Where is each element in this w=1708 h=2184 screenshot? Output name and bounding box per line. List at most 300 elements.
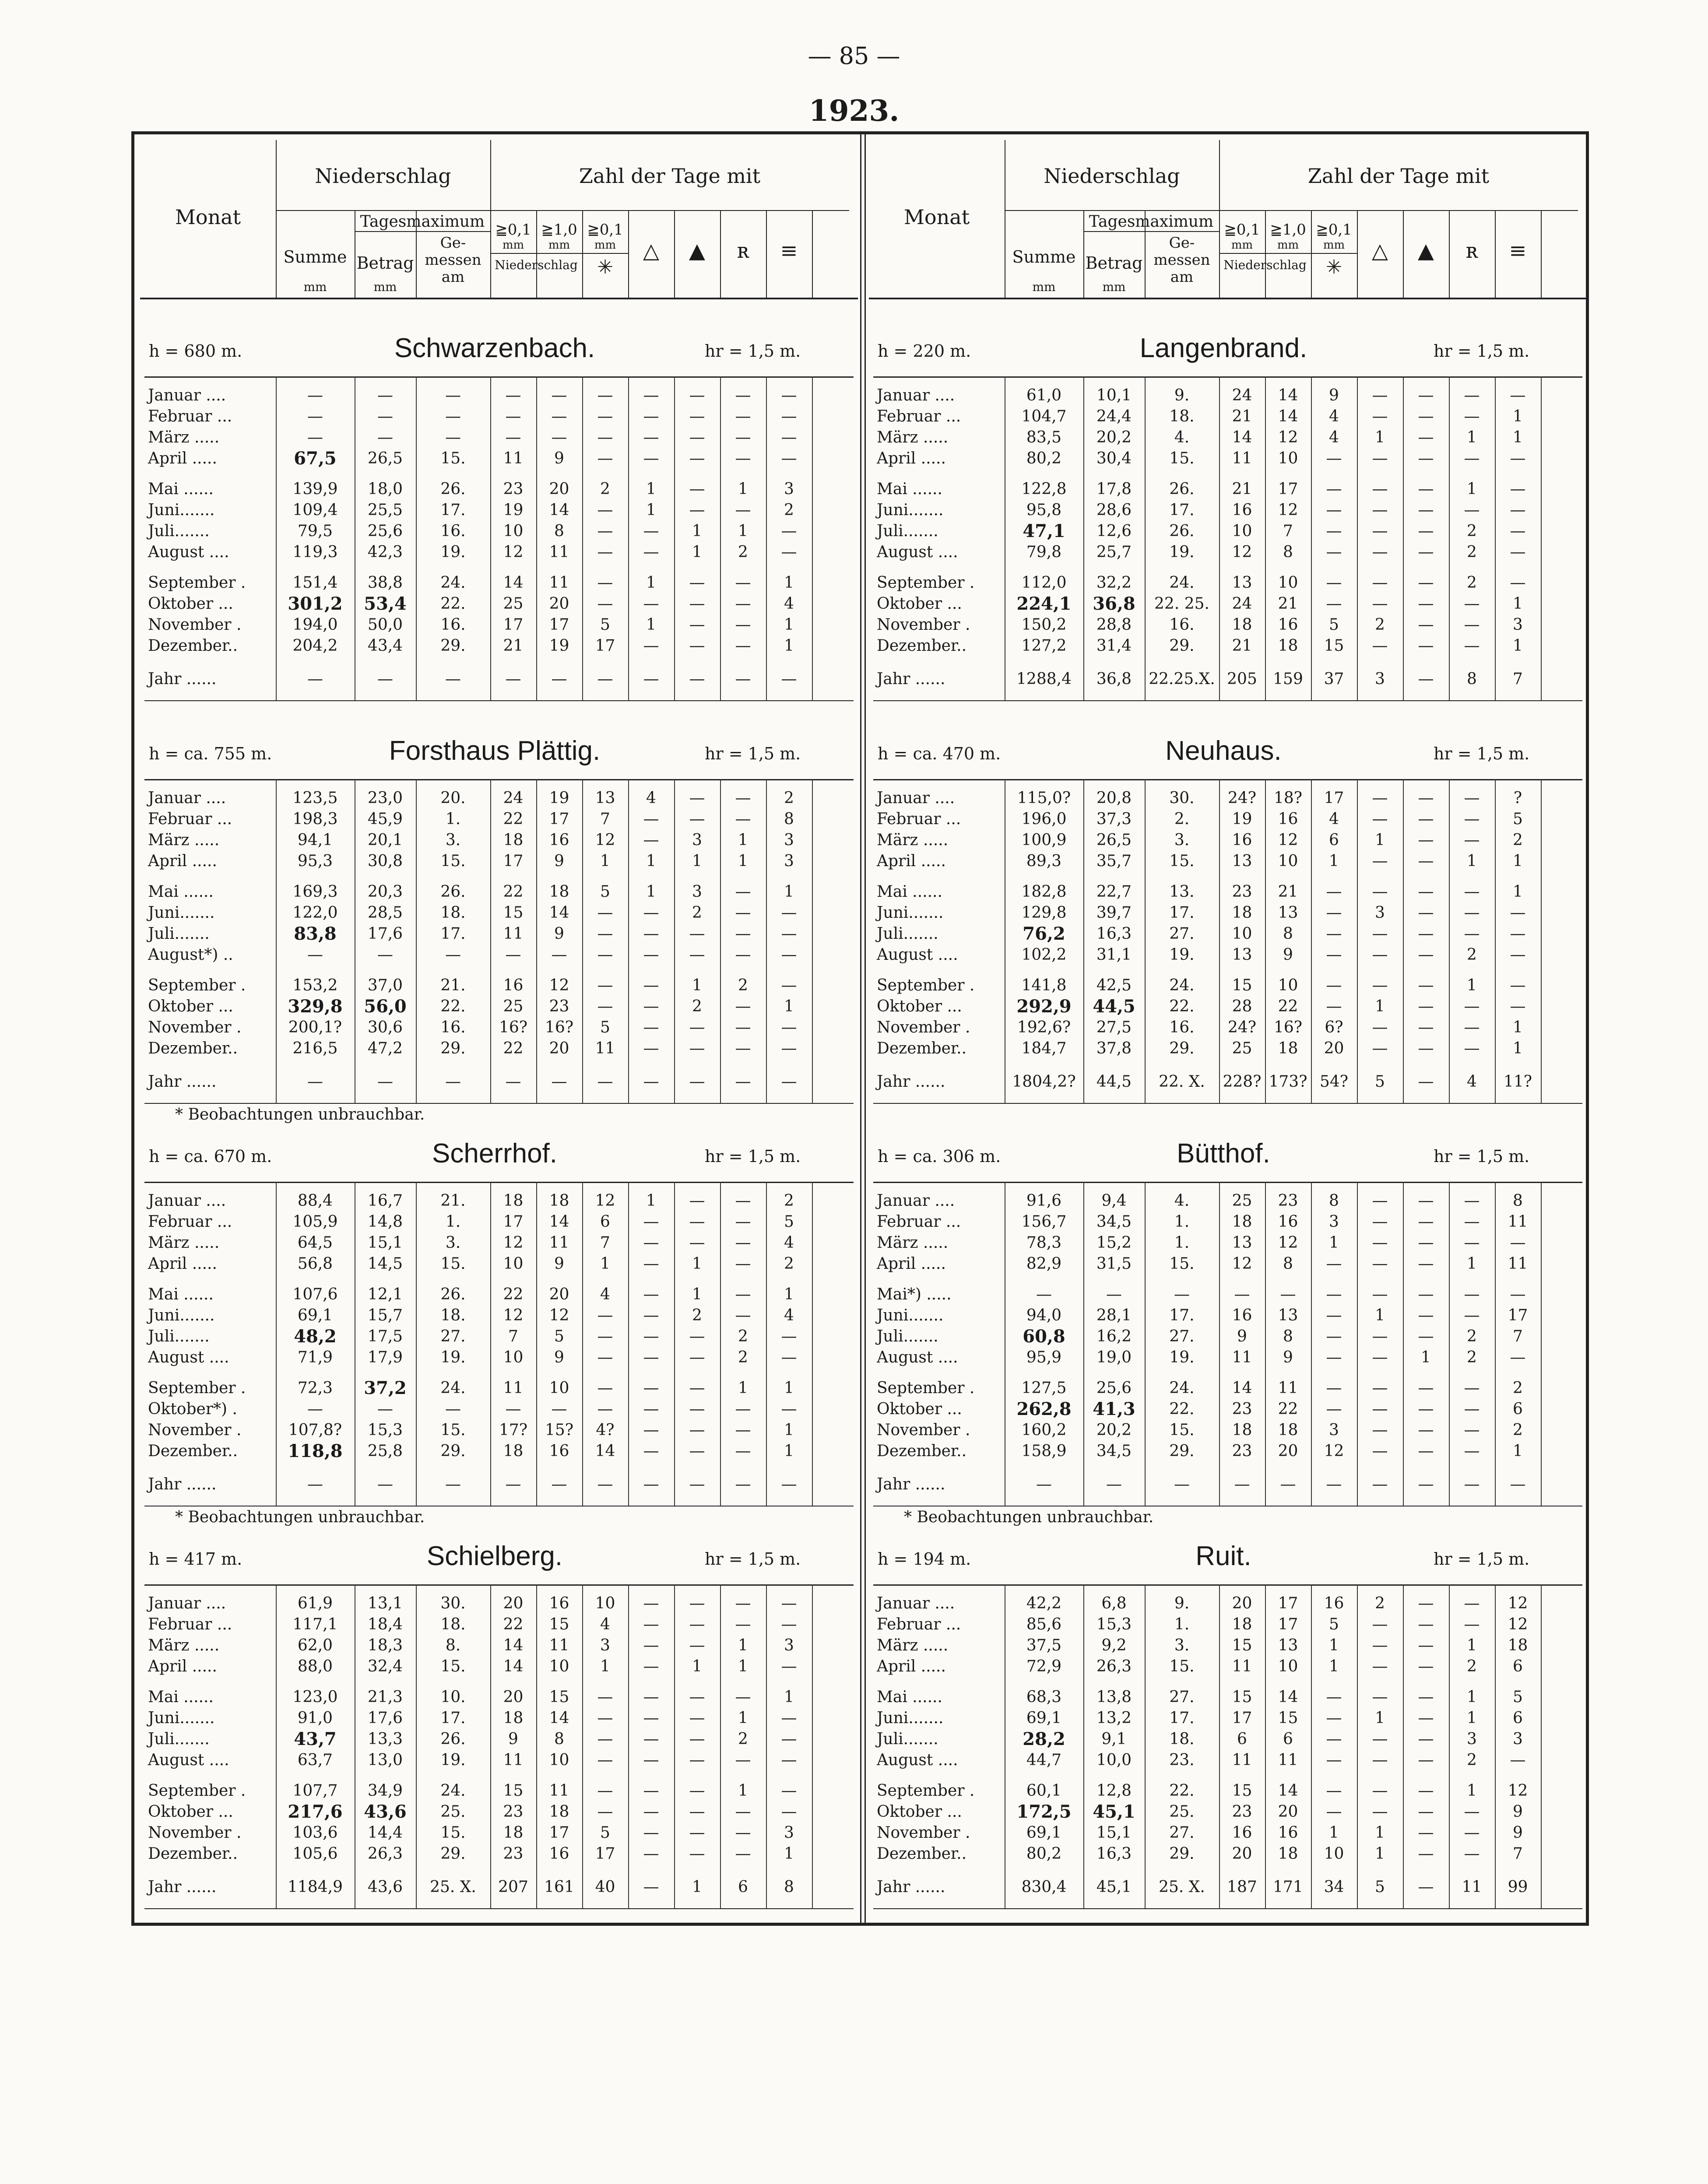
table-cell: — <box>1418 1192 1434 1210</box>
table-cell: — <box>643 831 659 849</box>
table-cell: — <box>597 522 613 540</box>
table-cell: 9 <box>554 852 564 870</box>
table-cell: 156,7 <box>1021 1213 1067 1231</box>
table-cell: 17 <box>595 637 615 655</box>
zahl-der-tage-header: Zahl der Tage mit <box>579 164 761 188</box>
table-cell: 16 <box>549 1594 569 1612</box>
table-cell: 207 <box>498 1878 528 1896</box>
table-cell: — <box>1372 1803 1388 1821</box>
table-cell: — <box>1418 976 1434 994</box>
table-cell: — <box>1106 1475 1122 1493</box>
table-cell: 43,6 <box>364 1801 407 1822</box>
table-cell: 1. <box>1174 1234 1190 1252</box>
table-cell: 127,2 <box>1021 637 1067 655</box>
table-cell: — <box>735 1594 751 1612</box>
table-cell: 60,8 <box>1023 1326 1065 1347</box>
table-cell: 12 <box>595 1192 615 1210</box>
table-cell: — <box>643 449 659 467</box>
table-cell: 26. <box>440 480 466 498</box>
table-cell: — <box>1418 883 1434 901</box>
table-cell: 19 <box>549 637 569 655</box>
month-label: Oktober ... <box>877 595 962 613</box>
table-cell: 24 <box>1232 595 1252 613</box>
table-cell: — <box>735 1442 751 1460</box>
betrag-header: Betrag <box>356 253 414 273</box>
table-cell: ? <box>1513 789 1522 807</box>
table-cell: 1 <box>1467 1782 1477 1800</box>
table-cell: 21 <box>1232 637 1252 655</box>
month-label: August .... <box>877 1348 958 1366</box>
niederschlag-header: Niederschlag <box>1044 164 1180 188</box>
table-cell: 1 <box>1375 1824 1385 1842</box>
table-cell: — <box>643 386 659 404</box>
table-cell: 127,5 <box>1021 1379 1067 1397</box>
table-cell: — <box>1418 595 1434 613</box>
table-cell: — <box>1372 1615 1388 1633</box>
summe-unit: mm <box>1032 280 1056 294</box>
table-cell: 10 <box>1324 1845 1344 1863</box>
thunder-icon: ʀ <box>737 239 749 263</box>
table-cell: 20 <box>1278 1803 1298 1821</box>
table-cell: — <box>1326 1327 1342 1345</box>
month-label: April ..... <box>877 449 946 467</box>
station-altitude: h = ca. 470 m. <box>878 744 1001 763</box>
month-label: Oktober ... <box>877 997 962 1015</box>
center-divider-double <box>865 134 866 1923</box>
table-cell: — <box>735 1255 751 1273</box>
table-row <box>869 788 1587 809</box>
table-cell: 18 <box>1232 1421 1252 1439</box>
station-block <box>140 718 858 1124</box>
table-cell: 69,1 <box>1026 1824 1062 1842</box>
table-cell: 1 <box>1375 1845 1385 1863</box>
table-cell: 30. <box>1169 789 1195 807</box>
table-cell: — <box>781 976 797 994</box>
table-cell: 13 <box>1232 946 1252 964</box>
table-row <box>869 427 1587 448</box>
table-row <box>869 1071 1587 1092</box>
table-cell: 14 <box>503 1657 524 1675</box>
table-row <box>869 1211 1587 1232</box>
table-cell: — <box>1510 501 1526 519</box>
table-cell: — <box>1510 946 1526 964</box>
table-row <box>140 1877 858 1898</box>
table-row <box>869 1254 1587 1275</box>
table-cell: 45,1 <box>1096 1878 1132 1896</box>
table-cell: — <box>689 501 705 519</box>
table-cell: — <box>643 1636 659 1654</box>
month-label: Jahr ...... <box>877 1475 945 1493</box>
table-row <box>140 521 858 542</box>
table-cell: 26,5 <box>367 449 403 467</box>
table-cell: — <box>1372 637 1388 655</box>
table-cell: 5 <box>600 1018 610 1036</box>
table-cell: 1 <box>1467 1636 1477 1654</box>
table-cell: 16 <box>549 1442 569 1460</box>
table-cell: — <box>505 386 521 404</box>
table-cell: — <box>1418 449 1434 467</box>
table-cell: — <box>1174 1475 1190 1493</box>
table-cell: — <box>1372 574 1388 592</box>
table-cell: 25,6 <box>1096 1379 1132 1397</box>
table-cell: 26. <box>440 1730 466 1748</box>
table-cell: 29. <box>440 1442 466 1460</box>
table-cell: — <box>643 670 659 688</box>
table-cell: — <box>1326 449 1342 467</box>
table-cell: — <box>597 428 613 446</box>
table-cell: 67,5 <box>294 448 337 469</box>
table-cell: 1. <box>445 1213 461 1231</box>
table-cell: — <box>689 1730 705 1748</box>
table-cell: 47,2 <box>367 1039 403 1057</box>
station-name: Schielberg. <box>426 1541 563 1571</box>
table-cell: 17,6 <box>367 925 403 943</box>
table-cell: — <box>1418 501 1434 519</box>
table-cell: 25,6 <box>367 522 403 540</box>
table-cell: 25,8 <box>367 1442 403 1460</box>
table-cell: 2 <box>692 1306 702 1324</box>
table-cell: 1 <box>1329 1824 1339 1842</box>
table-row <box>140 1399 858 1420</box>
table-cell: 54? <box>1319 1073 1349 1091</box>
table-cell: 13,2 <box>1096 1709 1132 1727</box>
table-cell: 22 <box>1278 1400 1298 1418</box>
table-cell: 17 <box>549 1824 569 1842</box>
table-cell: 6 <box>600 1213 610 1231</box>
table-cell: 13 <box>1232 1234 1252 1252</box>
table-cell: 18 <box>503 1824 524 1842</box>
table-cell: — <box>689 637 705 655</box>
table-cell: — <box>1510 449 1526 467</box>
table-cell: — <box>1464 407 1480 425</box>
month-label: Juli....... <box>877 1327 938 1345</box>
niederschlag-small: Niederschlag <box>495 258 578 272</box>
table-cell: 3 <box>784 1636 794 1654</box>
table-cell: — <box>781 1803 797 1821</box>
table-cell: — <box>689 1039 705 1057</box>
table-cell: 2 <box>784 1192 794 1210</box>
month-label: August .... <box>877 1751 958 1769</box>
table-cell: 123,0 <box>292 1688 338 1706</box>
table-cell: 216,5 <box>292 1039 338 1057</box>
table-cell: 29. <box>440 1845 466 1863</box>
table-cell: 14,5 <box>367 1255 403 1273</box>
month-label: September . <box>148 1379 246 1397</box>
table-cell: 8 <box>784 810 794 828</box>
table-cell: 200,1? <box>288 1018 342 1036</box>
month-label: Oktober ... <box>148 1803 233 1821</box>
table-cell: 20 <box>503 1688 524 1706</box>
table-row <box>869 1801 1587 1822</box>
table-cell: — <box>1418 1213 1434 1231</box>
table-cell: 15 <box>1232 1782 1252 1800</box>
month-label: Februar ... <box>148 810 232 828</box>
table-row <box>869 1284 1587 1305</box>
table-cell: — <box>1418 852 1434 870</box>
table-cell: 37,8 <box>1096 1039 1132 1057</box>
table-cell: — <box>1464 810 1480 828</box>
month-label: April ..... <box>148 1255 217 1273</box>
mm-unit-1: mm <box>502 239 524 252</box>
table-cell: 91,0 <box>297 1709 333 1727</box>
table-cell: 1 <box>1375 428 1385 446</box>
month-label: Juli....... <box>148 1730 210 1748</box>
table-cell: 11 <box>549 574 569 592</box>
station-top-rule <box>144 779 854 780</box>
table-cell: 4. <box>1174 1192 1190 1210</box>
table-cell: — <box>1418 1285 1434 1303</box>
table-cell: 10 <box>1278 1657 1298 1675</box>
mm-unit-2: mm <box>548 239 570 252</box>
station-bottom-rule <box>144 700 854 701</box>
table-cell: 16 <box>1278 1213 1298 1231</box>
table-cell: 11? <box>1503 1073 1532 1091</box>
table-cell: 2 <box>738 976 748 994</box>
table-cell: 7 <box>1283 522 1293 540</box>
table-cell: 42,5 <box>1096 976 1132 994</box>
table-cell: 20,3 <box>367 883 403 901</box>
table-cell: — <box>1510 1285 1526 1303</box>
table-cell: — <box>1372 449 1388 467</box>
table-cell: — <box>1418 1730 1434 1748</box>
table-cell: — <box>643 1709 659 1727</box>
table-cell: 1 <box>738 831 748 849</box>
table-cell: 1 <box>784 883 794 901</box>
month-label: April ..... <box>877 1255 946 1273</box>
table-cell: 22. 25. <box>1154 595 1209 613</box>
table-cell: 6 <box>1237 1730 1247 1748</box>
table-cell: 1 <box>692 1878 702 1896</box>
table-cell: 29. <box>1169 1039 1195 1057</box>
table-cell: — <box>1418 1039 1434 1057</box>
table-cell: 8 <box>554 522 564 540</box>
table-cell: 12 <box>1508 1594 1528 1612</box>
table-cell: — <box>1326 1782 1342 1800</box>
table-cell: — <box>643 595 659 613</box>
table-cell: — <box>1326 1379 1342 1397</box>
table-cell: — <box>1418 1824 1434 1842</box>
table-cell: — <box>1510 976 1526 994</box>
table-cell: — <box>1464 1475 1480 1493</box>
table-cell: — <box>643 1803 659 1821</box>
table-cell: 18 <box>503 1192 524 1210</box>
table-cell: 19,0 <box>1096 1348 1132 1366</box>
table-cell: — <box>1510 1234 1526 1252</box>
table-cell: — <box>643 925 659 943</box>
table-cell: 19. <box>440 1751 466 1769</box>
table-cell: — <box>1464 1824 1480 1842</box>
month-label: Mai ...... <box>877 883 942 901</box>
table-cell: 1 <box>1375 1306 1385 1324</box>
betrag-unit: mm <box>1102 280 1126 294</box>
table-cell: 4 <box>784 595 794 613</box>
month-label: März ..... <box>877 1636 949 1654</box>
table-row <box>140 1635 858 1656</box>
table-cell: 15. <box>440 1421 466 1439</box>
table-cell: 34,5 <box>1096 1213 1132 1231</box>
table-cell: 17. <box>440 925 466 943</box>
table-row <box>869 1305 1587 1326</box>
table-cell: — <box>1418 1657 1434 1675</box>
ge01b-header: ≧0,1 <box>587 221 623 239</box>
table-row <box>140 975 858 996</box>
table-cell: — <box>1418 1615 1434 1633</box>
table-row <box>140 479 858 500</box>
station-name: Scherrhof. <box>432 1138 558 1169</box>
table-cell: 3 <box>1467 1730 1477 1748</box>
table-cell: 2 <box>692 904 702 922</box>
table-cell: — <box>1372 407 1388 425</box>
table-cell: 43,4 <box>367 637 403 655</box>
table-cell: — <box>1418 1636 1434 1654</box>
table-row <box>869 923 1587 945</box>
table-cell: 1 <box>738 1379 748 1397</box>
table-cell: 107,6 <box>292 1285 338 1303</box>
table-cell: 9,2 <box>1101 1636 1127 1654</box>
month-label: Juli....... <box>877 1730 938 1748</box>
table-cell: 14 <box>1278 1782 1298 1800</box>
table-cell: — <box>643 1306 659 1324</box>
table-cell: — <box>689 386 705 404</box>
table-cell: 6 <box>1513 1657 1523 1675</box>
table-cell: — <box>689 449 705 467</box>
table-cell: 17 <box>1278 1594 1298 1612</box>
month-label: April ..... <box>877 852 946 870</box>
table-row <box>869 1232 1587 1254</box>
table-cell: — <box>643 1255 659 1273</box>
month-label: Jahr ...... <box>148 670 217 688</box>
table-cell: — <box>1418 1751 1434 1769</box>
table-cell: 12,1 <box>367 1285 403 1303</box>
table-cell: — <box>551 407 567 425</box>
table-cell: 72,9 <box>1026 1657 1062 1675</box>
table-cell: 18 <box>549 883 569 901</box>
table-cell: 21 <box>1232 407 1252 425</box>
table-cell: — <box>735 428 751 446</box>
month-label: September . <box>148 1782 246 1800</box>
table-cell: 14 <box>1232 428 1252 446</box>
table-cell: — <box>735 1073 751 1091</box>
station-gauge-height: hr = 1,5 m. <box>705 744 801 763</box>
station-bottom-rule <box>144 1103 854 1104</box>
table-cell: 1 <box>1329 1234 1339 1252</box>
table-cell: 88,4 <box>297 1192 333 1210</box>
table-row <box>140 1474 858 1495</box>
table-cell: 3 <box>784 831 794 849</box>
table-row <box>140 1326 858 1347</box>
table-cell: 3 <box>784 852 794 870</box>
table-cell: — <box>1464 386 1480 404</box>
table-cell: — <box>597 574 613 592</box>
table-cell: — <box>689 1421 705 1439</box>
table-cell: — <box>1418 1073 1434 1091</box>
table-cell: — <box>1372 1213 1388 1231</box>
table-cell: — <box>1464 1285 1480 1303</box>
station-top-rule <box>144 376 854 378</box>
table-cell: 159 <box>1273 670 1303 688</box>
table-cell: — <box>781 904 797 922</box>
table-cell: 12 <box>503 543 524 561</box>
table-cell: 26,5 <box>1096 831 1132 849</box>
table-row <box>869 1729 1587 1750</box>
table-cell: 17,5 <box>367 1327 403 1345</box>
table-cell: 5 <box>600 883 610 901</box>
table-cell: 1 <box>1375 831 1385 849</box>
table-cell: 34,9 <box>367 1782 403 1800</box>
table-row <box>140 902 858 923</box>
table-cell: — <box>643 1234 659 1252</box>
table-cell: — <box>1326 1730 1342 1748</box>
table-cell: 12 <box>1278 428 1298 446</box>
month-label: November . <box>877 1018 970 1036</box>
table-cell: 11 <box>503 1751 524 1769</box>
table-cell: — <box>735 386 751 404</box>
month-label: Dezember.. <box>148 1845 238 1863</box>
table-cell: — <box>1326 1285 1342 1303</box>
table-cell: 13 <box>1278 904 1298 922</box>
table-cell: 23,0 <box>367 789 403 807</box>
table-cell: 9 <box>554 925 564 943</box>
table-cell: 109,4 <box>292 501 338 519</box>
table-cell: — <box>1372 946 1388 964</box>
table-cell: 13 <box>1278 1306 1298 1324</box>
table-cell: 1 <box>1513 852 1523 870</box>
table-cell: — <box>307 1073 323 1091</box>
table-cell: 19 <box>1232 810 1252 828</box>
table-cell: 89,3 <box>1026 852 1062 870</box>
table-cell: 8 <box>1283 1255 1293 1273</box>
table-cell: 1 <box>1329 852 1339 870</box>
table-cell: 20. <box>440 789 466 807</box>
month-label: August*) .. <box>148 946 233 964</box>
table-cell: 329,8 <box>288 996 343 1017</box>
table-cell: 16 <box>1278 616 1298 634</box>
table-cell: 1 <box>1421 1348 1431 1366</box>
table-cell: — <box>1418 616 1434 634</box>
month-label: März ..... <box>877 428 949 446</box>
table-cell: 1804,2? <box>1012 1073 1076 1091</box>
table-cell: 9 <box>508 1730 518 1748</box>
table-cell: 6 <box>1283 1730 1293 1748</box>
table-cell: 1 <box>600 1657 610 1675</box>
table-row <box>869 1017 1587 1038</box>
table-cell: — <box>735 1824 751 1842</box>
table-cell: 2 <box>1467 946 1477 964</box>
table-cell: 16 <box>1232 501 1252 519</box>
table-cell: 20 <box>549 1285 569 1303</box>
table-cell: 1 <box>1513 883 1523 901</box>
table-cell: — <box>689 1636 705 1654</box>
table-cell: — <box>1106 1285 1122 1303</box>
table-cell: 4 <box>1329 428 1339 446</box>
month-label: September . <box>877 1379 975 1397</box>
table-cell: 12 <box>503 1306 524 1324</box>
table-cell: — <box>1326 1306 1342 1324</box>
table-cell: 31,1 <box>1096 946 1132 964</box>
table-cell: — <box>445 407 461 425</box>
table-cell: 24,4 <box>1096 407 1132 425</box>
table-cell: 23 <box>1278 1192 1298 1210</box>
table-cell: 44,5 <box>1093 996 1135 1017</box>
table-cell: — <box>1418 1688 1434 1706</box>
table-row <box>140 1780 858 1801</box>
station-name: Forsthaus Plättig. <box>389 736 601 766</box>
table-cell: — <box>643 1782 659 1800</box>
table-cell: 10 <box>549 1379 569 1397</box>
table-cell: 11 <box>549 543 569 561</box>
table-cell: — <box>643 1018 659 1036</box>
table-cell: — <box>551 1400 567 1418</box>
